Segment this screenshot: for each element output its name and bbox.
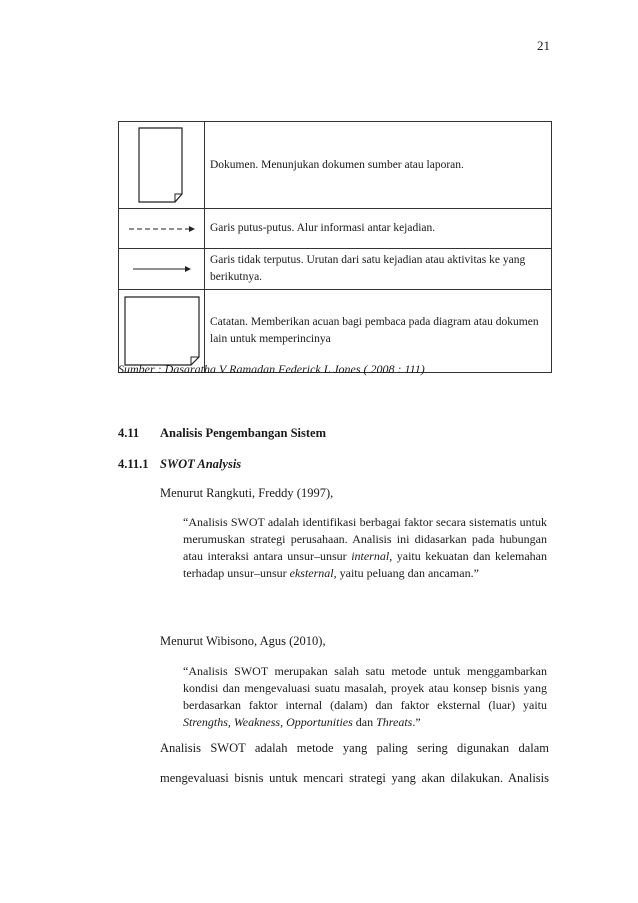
table-row [119,122,552,209]
symbol-description: Garis tidak terputus. Urutan dari satu kejadian atau aktivitas ke yang berikutnya. [205,249,552,290]
symbol-cell [119,249,205,290]
table-source: Sumber : Dasaratha V Ramadan Federick L Jones ( 2008 : 111) [118,362,425,376]
symbol-cell [119,290,205,373]
body-text-line: mengevaluasi bisnis untuk mencari strategi yang akan dilakukan. Analisis [160,771,549,785]
citation-rangkuti: Menurut Rangkuti, Freddy (1997), [160,486,334,500]
quote-text: dan [355,715,374,729]
document-symbol-icon [137,126,187,204]
symbol-description: Dokumen. Menunjukan dokumen sumber atau laporan. [205,122,552,209]
dashed-arrow-icon [127,224,197,234]
symbol-cell [119,209,205,249]
table-row [119,249,552,290]
solid-arrow-icon [131,264,193,274]
note-symbol-icon [123,295,201,367]
subsection-number: 4.11.1 [118,457,149,471]
table-row [119,209,552,249]
quote-rangkuti [183,514,547,582]
symbol-cell [119,122,205,209]
quote-term: internal [351,549,390,563]
quote-term: Strengths, Weakness, Opportunities [183,715,353,729]
subsection-heading [118,457,241,472]
flowchart-symbol-table [118,121,552,373]
body-text-line: Analisis SWOT adalah metode yang paling sering digunakan dalam [160,741,549,755]
page-number: 21 [537,38,550,53]
quote-text: .” [412,715,421,729]
quote-term: Threats [376,715,413,729]
quote-text: , yaitu peluang dan ancaman.” [333,566,479,580]
symbol-description: Garis putus-putus. Alur informasi antar kejadian. [205,209,552,249]
subsection-title: SWOT Analysis [160,457,242,471]
section-title: Analisis Pengembangan Sistem [160,426,326,440]
citation-wibisono: Menurut Wibisono, Agus (2010), [160,634,326,648]
quote-text: “Analisis SWOT merupakan salah satu metode untuk menggambarkan kondisi dan mengevaluasi suatu masalah, proyek atau konsep bisnis yang berdasarkan faktor internal (dalam) dan faktor eksternal (luar) yaitu [183,664,547,712]
section-heading [118,426,326,441]
symbol-description: Catatan. Memberikan acuan bagi pembaca pada diagram atau dokumen lain untuk memperincinya [205,290,552,373]
quote-text: , yaitu kekuatan dan kelemahan terhadap unsur–unsur [183,549,548,580]
quote-wibisono [183,663,547,731]
table-row [119,290,552,373]
section-number: 4.11 [118,426,140,440]
quote-text: “Analisis SWOT adalah identifikasi berbagai faktor secara sistematis untuk merumuskan strategi perusahaan. Analisis ini didasarkan pada hubungan atau interaksi antara unsur–unsur [183,515,547,563]
quote-term: eksternal [289,566,334,580]
